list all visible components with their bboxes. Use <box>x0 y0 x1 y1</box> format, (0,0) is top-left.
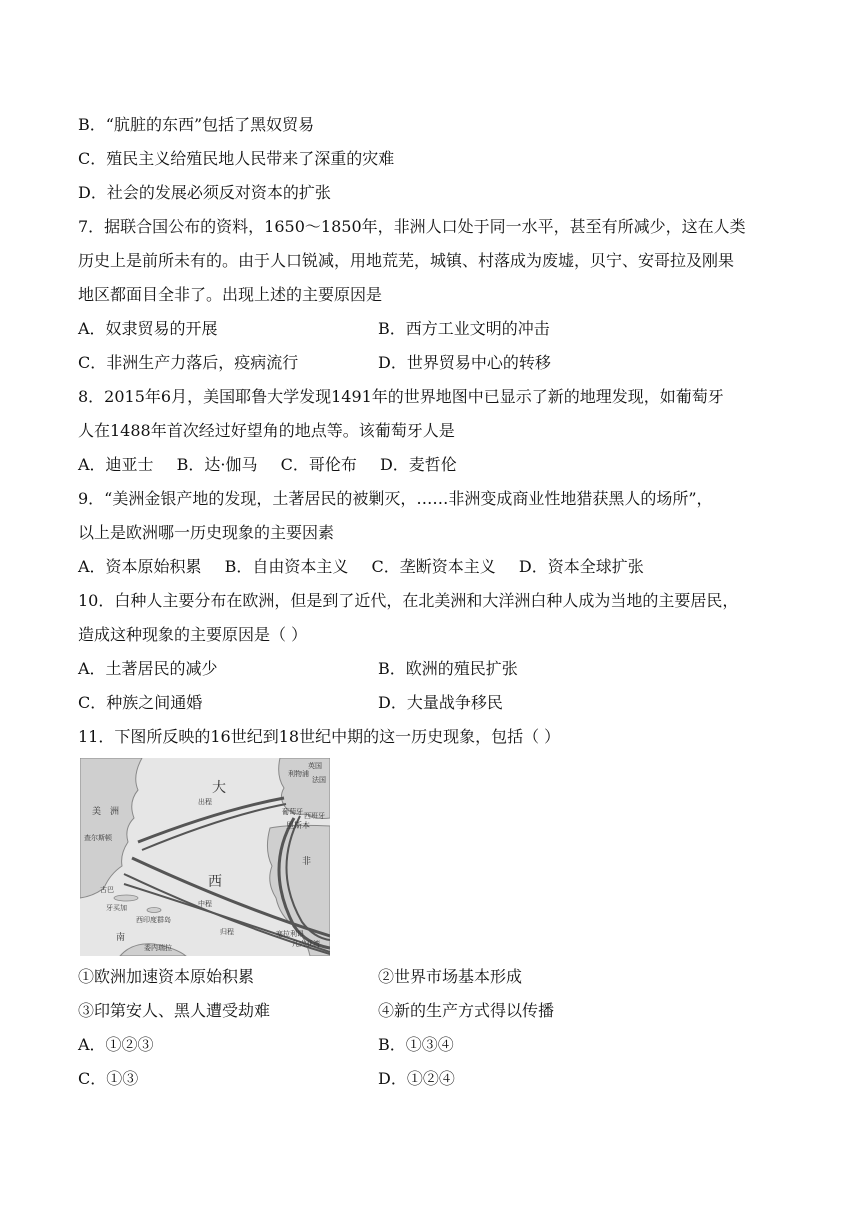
q10-stem-line-1: 10．白种人主要分布在欧洲，但是到了近代，在北美洲和大洋洲白种人成为当地的主要居民， <box>78 591 739 610</box>
q9-stem-line-2: 以上是欧洲哪一历史现象的主要因素 <box>78 523 335 542</box>
q7-options-row-2 <box>78 346 784 380</box>
q9-option-c: C．垄断资本主义 <box>371 557 496 576</box>
q11-statement-4: ④新的生产方式得以传播 <box>378 1001 555 1020</box>
q11-options-row-2 <box>78 1062 784 1096</box>
q11-statements-row-2 <box>78 994 784 1028</box>
q10-options-row-1 <box>78 652 784 686</box>
q6-option-b: B．“肮脏的东西”包括了黑奴贸易 <box>78 115 315 134</box>
label-lisbon: 里斯本 <box>286 821 310 830</box>
q10-stem-line-2: 造成这种现象的主要原因是（ ） <box>78 625 308 644</box>
q9-option-d: D．资本全球扩张 <box>518 557 644 576</box>
q8-option-c: C．哥伦布 <box>280 455 357 474</box>
q11-statement-3: ③印第安人、黑人遭受劫难 <box>78 1001 271 1020</box>
q8-stem-line-2: 人在1488年首次经过好望角的地点等。该葡萄牙人是 <box>78 421 455 440</box>
q7-option-c: C．非洲生产力落后，疫病流行 <box>78 353 299 372</box>
label-cuba: 古巴 <box>100 886 114 894</box>
q8-options <box>78 448 784 482</box>
q6-option-d: D．社会的发展必须反对资本的扩张 <box>78 183 331 202</box>
q11-options-row-1 <box>78 1028 784 1062</box>
label-da: 大 <box>212 780 226 796</box>
label-liverpool: 利物浦 <box>288 770 309 778</box>
q7-option-b: B．西方工业文明的冲击 <box>378 319 550 338</box>
label-outbound: 出程 <box>198 798 212 806</box>
route-europe-to-america-2 <box>142 804 286 850</box>
q9-option-b: B．自由资本主义 <box>224 557 349 576</box>
q10-option-c: C．种族之间通婚 <box>78 693 203 712</box>
label-fei: 非 <box>302 857 312 867</box>
q11-stem: 11．下图所反映的16世纪到18世纪中期的这一历史现象，包括（ ） <box>78 727 561 746</box>
q7-option-a: A．奴隶贸易的开展 <box>78 319 218 338</box>
label-return: 归程 <box>220 928 234 936</box>
label-middle-passage: 中程 <box>198 900 212 908</box>
label-west-indies: 西印度群岛 <box>136 916 171 924</box>
q10-option-d: D．大量战争移民 <box>378 693 503 712</box>
label-sierra-leone: 塞拉利昂 <box>276 930 304 938</box>
label-portugal: 葡萄牙 <box>282 808 303 816</box>
cuba-island <box>114 895 138 901</box>
label-england: 英国 <box>308 762 322 770</box>
label-spain: 西班牙 <box>304 812 325 820</box>
q10-options-row-2 <box>78 686 784 720</box>
q9-stem-line-1: 9．“美洲金银产地的发现，土著居民的被剿灭，……非洲变成商业性地猎获黑人的场所”， <box>78 489 713 508</box>
q7-options-row-1 <box>78 312 784 346</box>
triangular-trade-map <box>80 758 330 956</box>
q9-option-a: A．资本原始积累 <box>78 557 202 576</box>
q7-option-d: D．世界贸易中心的转移 <box>378 353 551 372</box>
q11-option-b: B．①③④ <box>378 1035 454 1054</box>
label-jamaica: 牙买加 <box>106 904 127 912</box>
q11-statement-2: ②世界市场基本形成 <box>378 967 523 986</box>
q9-options <box>78 550 784 584</box>
label-charleston: 查尔斯顿 <box>84 834 112 842</box>
q7-stem-line-1: 7．据联合国公布的资料，1650～1850年，非洲人口处于同一水平，甚至有所减少，这在人类 <box>78 217 746 236</box>
label-france: 法国 <box>312 776 326 784</box>
label-venezuela: 委内瑞拉 <box>144 944 172 952</box>
label-guinea-gulf: 几内亚湾 <box>292 940 320 948</box>
caribbean-islands <box>147 908 161 913</box>
q10-option-a: A．土著居民的减少 <box>78 659 218 678</box>
q7-stem-line-3: 地区都面目全非了。出现上述的主要原因是 <box>78 285 383 304</box>
label-america-2: 洲 <box>110 807 120 817</box>
q7-stem-line-2: 历史上是前所未有的。由于人口锐减，用地荒芜，城镇、村落成为废墟，贝宁、安哥拉及刚果 <box>78 251 735 270</box>
q8-option-a: A．迪亚士 <box>78 455 154 474</box>
q11-statements-row-1 <box>78 960 784 994</box>
label-america: 美 <box>92 807 102 817</box>
q8-option-b: B．达·伽马 <box>176 455 258 474</box>
q6-option-c: C．殖民主义给殖民地人民带来了深重的灾难 <box>78 149 395 168</box>
q10-option-b: B．欧洲的殖民扩张 <box>378 659 518 678</box>
q11-option-d: D．①②④ <box>378 1069 455 1088</box>
q11-statement-1: ①欧洲加速资本原始积累 <box>78 967 255 986</box>
label-xi: 西 <box>208 874 222 890</box>
label-nan: 南 <box>116 933 126 943</box>
q11-option-a: A．①②③ <box>78 1035 154 1054</box>
document-page <box>78 108 784 1096</box>
q11-option-c: C．①③ <box>78 1069 139 1088</box>
map-graphic <box>80 758 330 956</box>
q8-stem-line-1: 8．2015年6月，美国耶鲁大学发现1491年的世界地图中已显示了新的地理发现，如葡萄牙 <box>78 387 724 406</box>
q8-option-d: D．麦哲伦 <box>379 455 457 474</box>
